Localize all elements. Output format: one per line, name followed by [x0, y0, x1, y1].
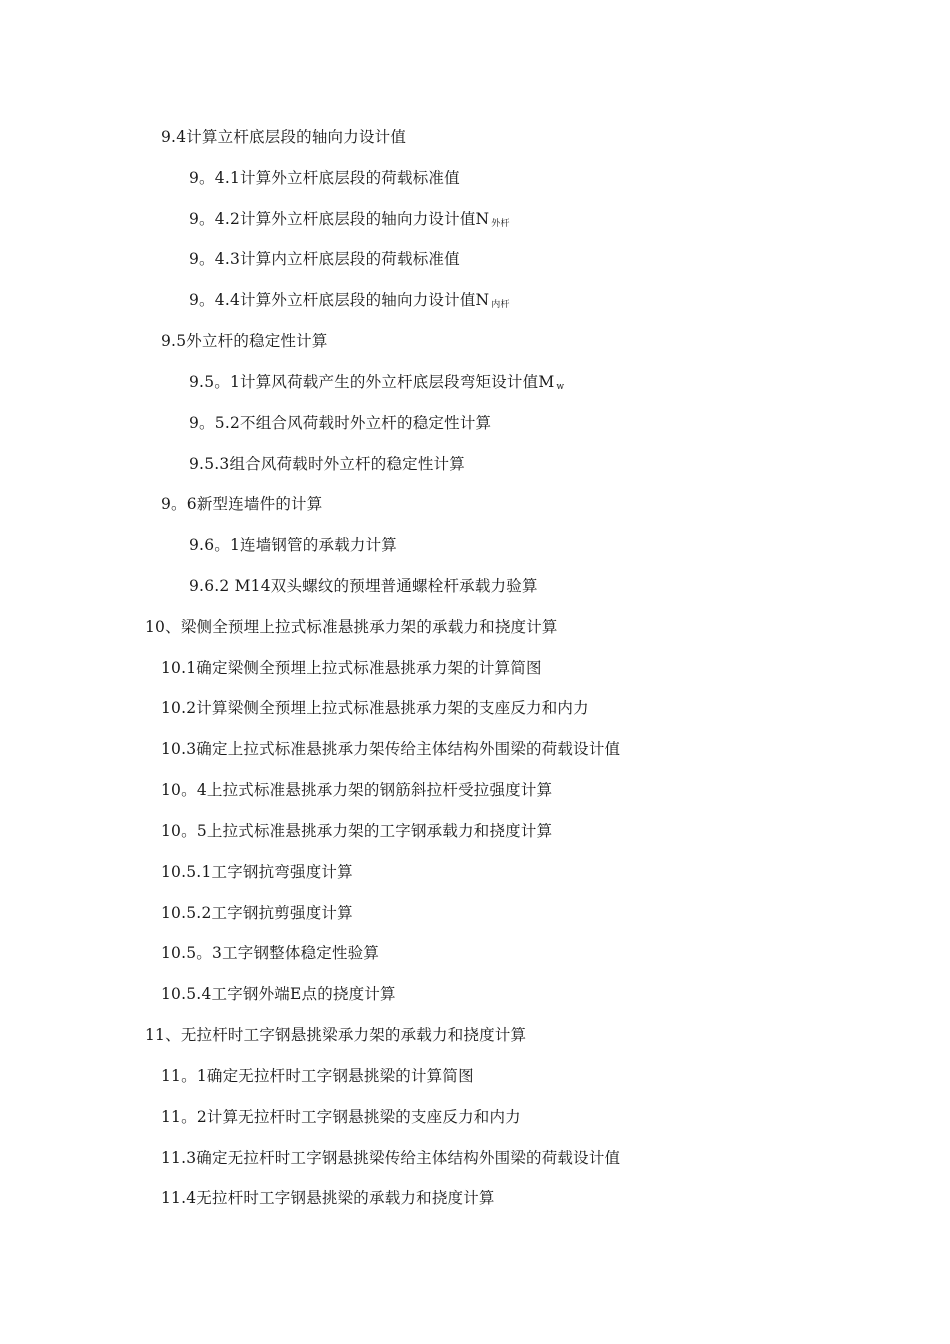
subscript: 内杆: [491, 300, 510, 310]
toc-entry-10-5-3: 10.5。3工字钢整体稳定性验算: [161, 944, 380, 962]
toc-entry-9-6-2: 9.6.2 M14双头螺纹的预埋普通螺栓杆承载力验算: [189, 577, 538, 595]
toc-entry-9-6: 9。6新型连墙件的计算: [161, 495, 323, 513]
toc-entry-10-1: 10.1确定梁侧全预埋上拉式标准悬挑承力架的计算简图: [161, 659, 542, 677]
subscript: w: [556, 382, 565, 392]
toc-entry-9-4-1: 9。4.1计算外立杆底层段的荷载标准值: [189, 169, 460, 187]
toc-entry-10-5-1: 10.5.1工字钢抗弯强度计算: [161, 863, 353, 881]
toc-entry-9-4-3: 9。4.3计算内立杆底层段的荷载标准值: [189, 250, 460, 268]
toc-entry-9-4-4: 9。4.4计算外立杆底层段的轴向力设计值N $_{内杆}$: [189, 291, 510, 310]
subscript: 外杆: [491, 219, 510, 229]
toc-entry-10: 10、梁侧全预埋上拉式标准悬挑承力架的承载力和挠度计算: [145, 618, 558, 636]
toc-entry-9-5-1: 9.5。1计算风荷载产生的外立杆底层段弯矩设计值M $_w$: [189, 373, 565, 392]
toc-entry-11: 11、无拉杆时工字钢悬挑梁承力架的承载力和挠度计算: [145, 1026, 527, 1044]
toc-entry-10-4: 10。4上拉式标准悬挑承力架的钢筋斜拉杆受拉强度计算: [161, 781, 553, 799]
toc-entry-11-1: 11。1确定无拉杆时工字钢悬挑梁的计算简图: [161, 1067, 474, 1085]
toc-entry-11-2: 11。2计算无拉杆时工字钢悬挑梁的支座反力和内力: [161, 1108, 521, 1126]
toc-entry-10-3: 10.3确定上拉式标准悬挑承力架传给主体结构外围梁的荷载设计值: [161, 740, 621, 758]
toc-entry-11-4: 11.4无拉杆时工字钢悬挑梁的承载力和挠度计算: [161, 1189, 495, 1207]
toc-entry-10-5-2: 10.5.2工字钢抗剪强度计算: [161, 904, 353, 922]
toc-entry-10-5-4: 10.5.4工字钢外端E点的挠度计算: [161, 985, 396, 1003]
toc-entry-9-4-2: 9。4.2计算外立杆底层段的轴向力设计值N $_{外杆}$: [189, 210, 510, 229]
toc-entry-9-5: 9.5外立杆的稳定性计算: [161, 332, 328, 350]
toc-entry-9-6-1: 9.6。1连墙钢管的承载力计算: [189, 536, 398, 554]
toc-entry-10-2: 10.2计算梁侧全预埋上拉式标准悬挑承力架的支座反力和内力: [161, 699, 589, 717]
toc-entry-9-5-2: 9。5.2不组合风荷载时外立杆的稳定性计算: [189, 414, 492, 432]
toc-entry-9-4: 9.4计算立杆底层段的轴向力设计值: [161, 128, 407, 146]
toc-entry-10-5: 10。5上拉式标准悬挑承力架的工字钢承载力和挠度计算: [161, 822, 553, 840]
toc-entry-9-5-3: 9.5.3组合风荷载时外立杆的稳定性计算: [189, 455, 465, 473]
toc-entry-11-3: 11.3确定无拉杆时工字钢悬挑梁传给主体结构外围梁的荷载设计值: [161, 1149, 621, 1167]
